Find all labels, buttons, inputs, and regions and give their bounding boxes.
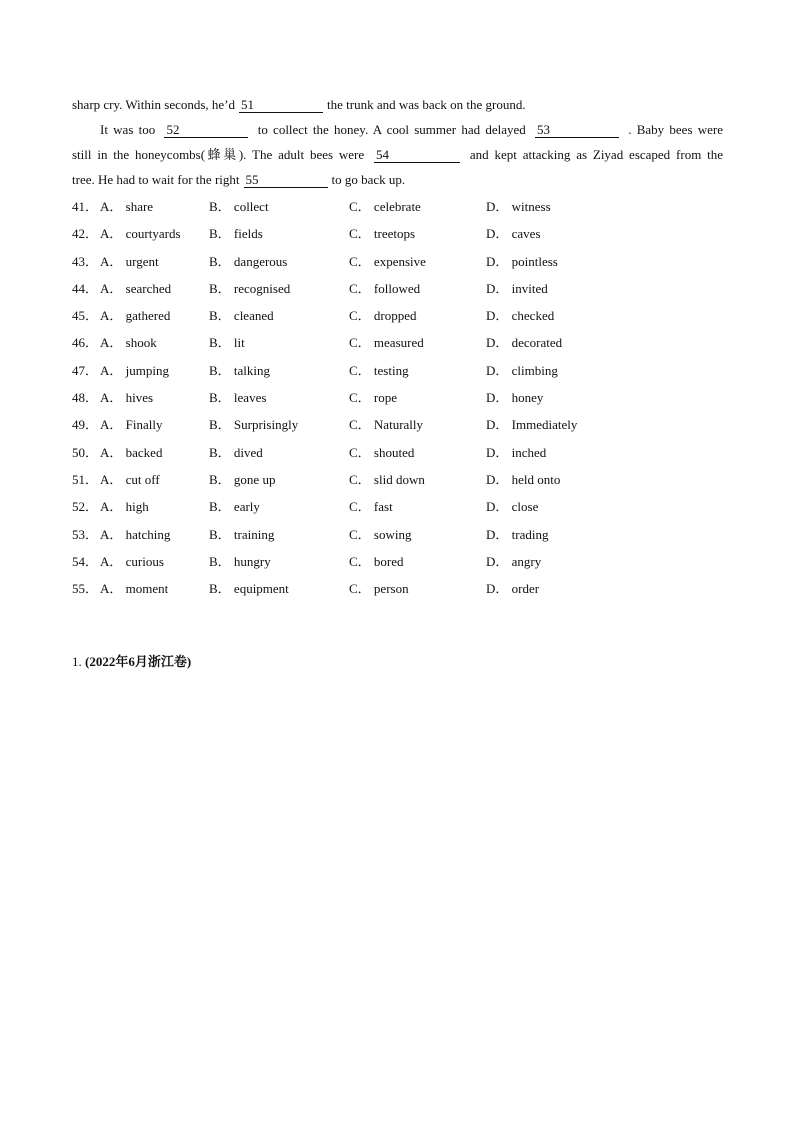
option-a: A． courtyards [100,226,181,242]
option-d: D． caves [486,226,541,242]
option-b: B． gone up [209,471,276,487]
option-b: B． dangerous [209,253,288,269]
option-c: C． treetops [349,226,416,242]
question-row [72,547,722,574]
option-a: A． jumping [100,362,169,378]
option-d: D． witness [486,199,551,214]
option-d: D． order [486,581,540,597]
option-c: C． slid down [349,471,425,487]
option-b: B． hungry [209,553,271,569]
option-c: C． rope [349,390,398,406]
passage-text [72,92,723,192]
question-row [72,383,722,410]
blank-51: 51 [239,98,323,113]
question-row [72,520,722,547]
section-number: 1. [72,654,82,669]
passage-text-segment: It was too [100,122,156,137]
option-b: B． collect [209,199,269,214]
question-number: 52． [72,499,99,515]
option-c: C． dropped [349,308,417,324]
option-d: D． angry [486,553,542,569]
option-c: C． celebrate [349,199,421,214]
option-b: B． fields [209,226,263,242]
option-d: D． trading [486,526,549,542]
question-row [72,438,722,465]
passage-text-segment: to go back up. [331,172,406,187]
option-a: A． share [100,199,154,214]
option-a: A． cut off [100,471,160,487]
option-d: D． honey [486,390,544,406]
blank-54: 54 [374,148,460,163]
option-d: D． checked [486,308,555,324]
question-number: 42． [72,226,99,242]
option-c: C． person [349,581,409,597]
passage-text-segment: sharp cry. Within seconds, he’d [72,97,236,112]
option-a: A． hatching [100,526,171,542]
option-c: C． shouted [349,444,415,460]
option-d: D． held onto [486,471,561,487]
option-a: A． Finally [100,417,163,433]
question-row [72,219,722,246]
option-c: C． fast [349,499,393,515]
section-heading [72,651,191,670]
question-options-list [72,192,722,601]
option-b: B． recognised [209,280,291,296]
passage-line-1 [72,92,723,117]
option-d: D． decorated [486,335,563,351]
option-a: A． gathered [100,308,171,324]
option-b: B． dived [209,444,263,460]
option-d: D． climbing [486,362,558,378]
option-c: C． bored [349,553,404,569]
passage-text-segment: the trunk and was back on the ground. [327,97,526,112]
passage-text-segment: to collect the honey. A cool summer had delayed [257,122,526,137]
option-c: C． measured [349,335,424,351]
option-b: B． talking [209,362,271,378]
question-number: 41． [72,199,99,214]
option-a: A． backed [100,444,163,460]
option-d: D． close [486,499,539,515]
question-row [72,247,722,274]
question-row [72,356,722,383]
option-c: C． followed [349,280,421,296]
question-row [72,192,722,219]
option-b: B． early [209,499,260,515]
option-d: D． invited [486,280,548,296]
option-a: A． high [100,499,149,515]
option-c: C． sowing [349,526,412,542]
passage-line-3 [72,142,723,167]
option-a: A． urgent [100,253,159,269]
question-row [72,492,722,519]
question-number: 44． [72,280,99,296]
question-number: 45． [72,308,99,324]
question-number: 51． [72,471,99,487]
option-d: D． inched [486,444,547,460]
blank-55: 55 [244,173,328,188]
passage-text-segment: still in the honeycombs(蜂巢). The adult bees were [72,147,365,162]
option-a: A． curious [100,553,164,569]
option-a: A． moment [100,581,169,597]
question-number: 55． [72,581,99,597]
question-row [72,465,722,492]
option-c: C． testing [349,362,409,378]
option-b: B． Surprisingly [209,417,299,433]
option-b: B． cleaned [209,308,274,324]
section-source: (2022年6月浙江卷) [85,654,192,669]
question-row [72,301,722,328]
blank-52: 52 [164,123,248,138]
question-row [72,328,722,355]
passage-text-segment: and kept attacking as Ziyad escaped from the [469,147,724,162]
question-number: 53． [72,526,99,542]
question-number: 43． [72,253,99,269]
question-number: 46． [72,335,99,351]
passage-line-2 [72,117,723,142]
option-c: C． expensive [349,253,426,269]
passage-text-segment: . Baby bees were [628,122,723,137]
option-d: D． pointless [486,253,558,269]
option-a: A． hives [100,390,154,406]
option-a: A． searched [100,280,172,296]
question-number: 50． [72,444,99,460]
passage-text-segment: tree. He had to wait for the right [72,172,240,187]
option-c: C． Naturally [349,417,424,433]
question-row [72,574,722,601]
question-number: 54． [72,553,99,569]
option-b: B． equipment [209,581,289,597]
option-b: B． lit [209,335,245,351]
question-row [72,410,722,437]
option-d: D． Immediately [486,417,578,433]
question-number: 47． [72,362,99,378]
question-row [72,274,722,301]
question-number: 48． [72,390,99,406]
passage-line-4 [72,167,723,192]
option-a: A． shook [100,335,157,351]
question-number: 49． [72,417,99,433]
option-b: B． training [209,526,275,542]
blank-53: 53 [535,123,619,138]
option-b: B． leaves [209,390,267,406]
